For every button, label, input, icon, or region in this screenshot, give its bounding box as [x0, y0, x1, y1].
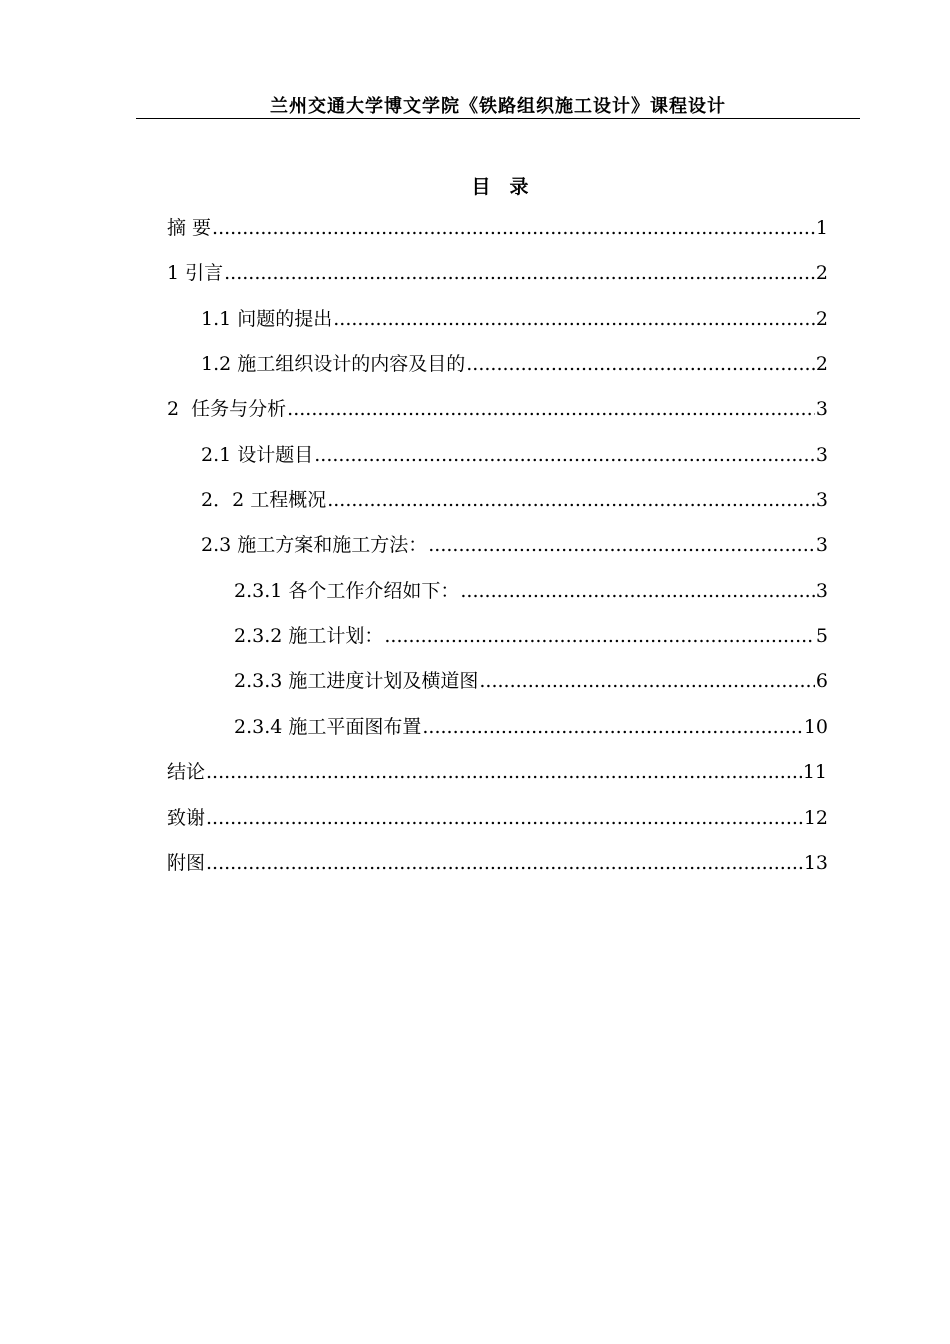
toc-entry-2-3-1[interactable]: [234, 579, 828, 603]
toc-dot-leader: [206, 806, 803, 830]
toc-dot-leader: [479, 669, 815, 693]
toc-page-number: 12: [803, 807, 828, 829]
toc-dot-leader: [428, 533, 815, 557]
toc-page-number: 5: [815, 625, 828, 647]
toc-entry-label: 2.3 施工方案和施工方法：: [201, 534, 428, 556]
toc-entry-2-1[interactable]: [201, 443, 828, 467]
toc-entry-label: 2.1 设计题目: [201, 444, 314, 466]
toc-title: 目 录: [471, 176, 529, 198]
toc-entry-label: 2．2 工程概况: [201, 489, 327, 511]
toc-entry-2-3-4[interactable]: [234, 715, 828, 739]
toc-entry-1-1[interactable]: [201, 307, 828, 331]
toc-entry-2-3-3[interactable]: [234, 669, 828, 693]
toc-page-number: 3: [815, 534, 828, 556]
toc-page-number: 11: [802, 761, 827, 783]
toc-page-number: 2: [815, 308, 828, 330]
toc-dot-leader: [314, 443, 815, 467]
toc-dot-leader: [206, 760, 802, 784]
page-header-text: 兰州交通大学博文学院《铁路组织施工设计》课程设计: [270, 96, 726, 117]
toc-dot-leader: [422, 715, 802, 739]
toc-dot-leader: [333, 307, 815, 331]
toc-page-number: 13: [803, 852, 828, 874]
toc-page-number: 2: [815, 353, 828, 375]
toc-page-number: 3: [815, 398, 828, 420]
toc-entry-label: 2 任务与分析: [167, 398, 287, 420]
toc-entry-label: 附图: [167, 852, 206, 874]
toc-dot-leader: [384, 624, 815, 648]
toc-entry-2[interactable]: [167, 397, 828, 421]
toc-entry-label: 2.3.2 施工计划：: [234, 625, 384, 647]
toc-entry-2-3-2[interactable]: [234, 624, 828, 648]
toc-entry-label: 2.3.4 施工平面图布置: [234, 716, 422, 738]
toc-dot-leader: [460, 579, 815, 603]
toc-page-number: 6: [815, 670, 828, 692]
toc-page-number: 2: [815, 262, 828, 284]
toc-entry-1[interactable]: [167, 261, 828, 285]
toc-dot-leader: [287, 397, 815, 421]
toc-entry-label: 致谢: [167, 807, 206, 829]
toc-dot-leader: [466, 352, 815, 376]
toc-entry-appendix[interactable]: [167, 851, 828, 875]
toc-entry-label: 摘 要: [167, 217, 212, 239]
toc-page-number: 10: [803, 716, 828, 738]
toc-entry-1-2[interactable]: [201, 352, 828, 376]
toc-entry-2-3[interactable]: [201, 533, 828, 557]
toc-entry-label: 1 引言: [167, 262, 224, 284]
toc-page-number: 1: [815, 217, 828, 239]
toc-page-number: 3: [815, 444, 828, 466]
toc-entry-conclusion[interactable]: [167, 760, 827, 784]
toc-entry-acknowledgement[interactable]: [167, 806, 828, 830]
toc-entry-2-2[interactable]: [201, 488, 828, 512]
toc-dot-leader: [206, 851, 803, 875]
toc-entry-label: 结论: [167, 761, 206, 783]
toc-entry-label: 2.3.3 施工进度计划及横道图: [234, 670, 479, 692]
toc-dot-leader: [212, 216, 815, 240]
toc-entry-abstract[interactable]: [167, 216, 828, 240]
toc-entry-label: 2.3.1 各个工作介绍如下：: [234, 580, 460, 602]
page-header: [136, 88, 860, 119]
toc-entry-label: 1.2 施工组织设计的内容及目的: [201, 353, 466, 375]
toc-dot-leader: [224, 261, 815, 285]
toc-page-number: 3: [815, 580, 828, 602]
toc-entry-label: 1.1 问题的提出: [201, 308, 333, 330]
toc-page-number: 3: [815, 489, 828, 511]
toc-dot-leader: [327, 488, 815, 512]
